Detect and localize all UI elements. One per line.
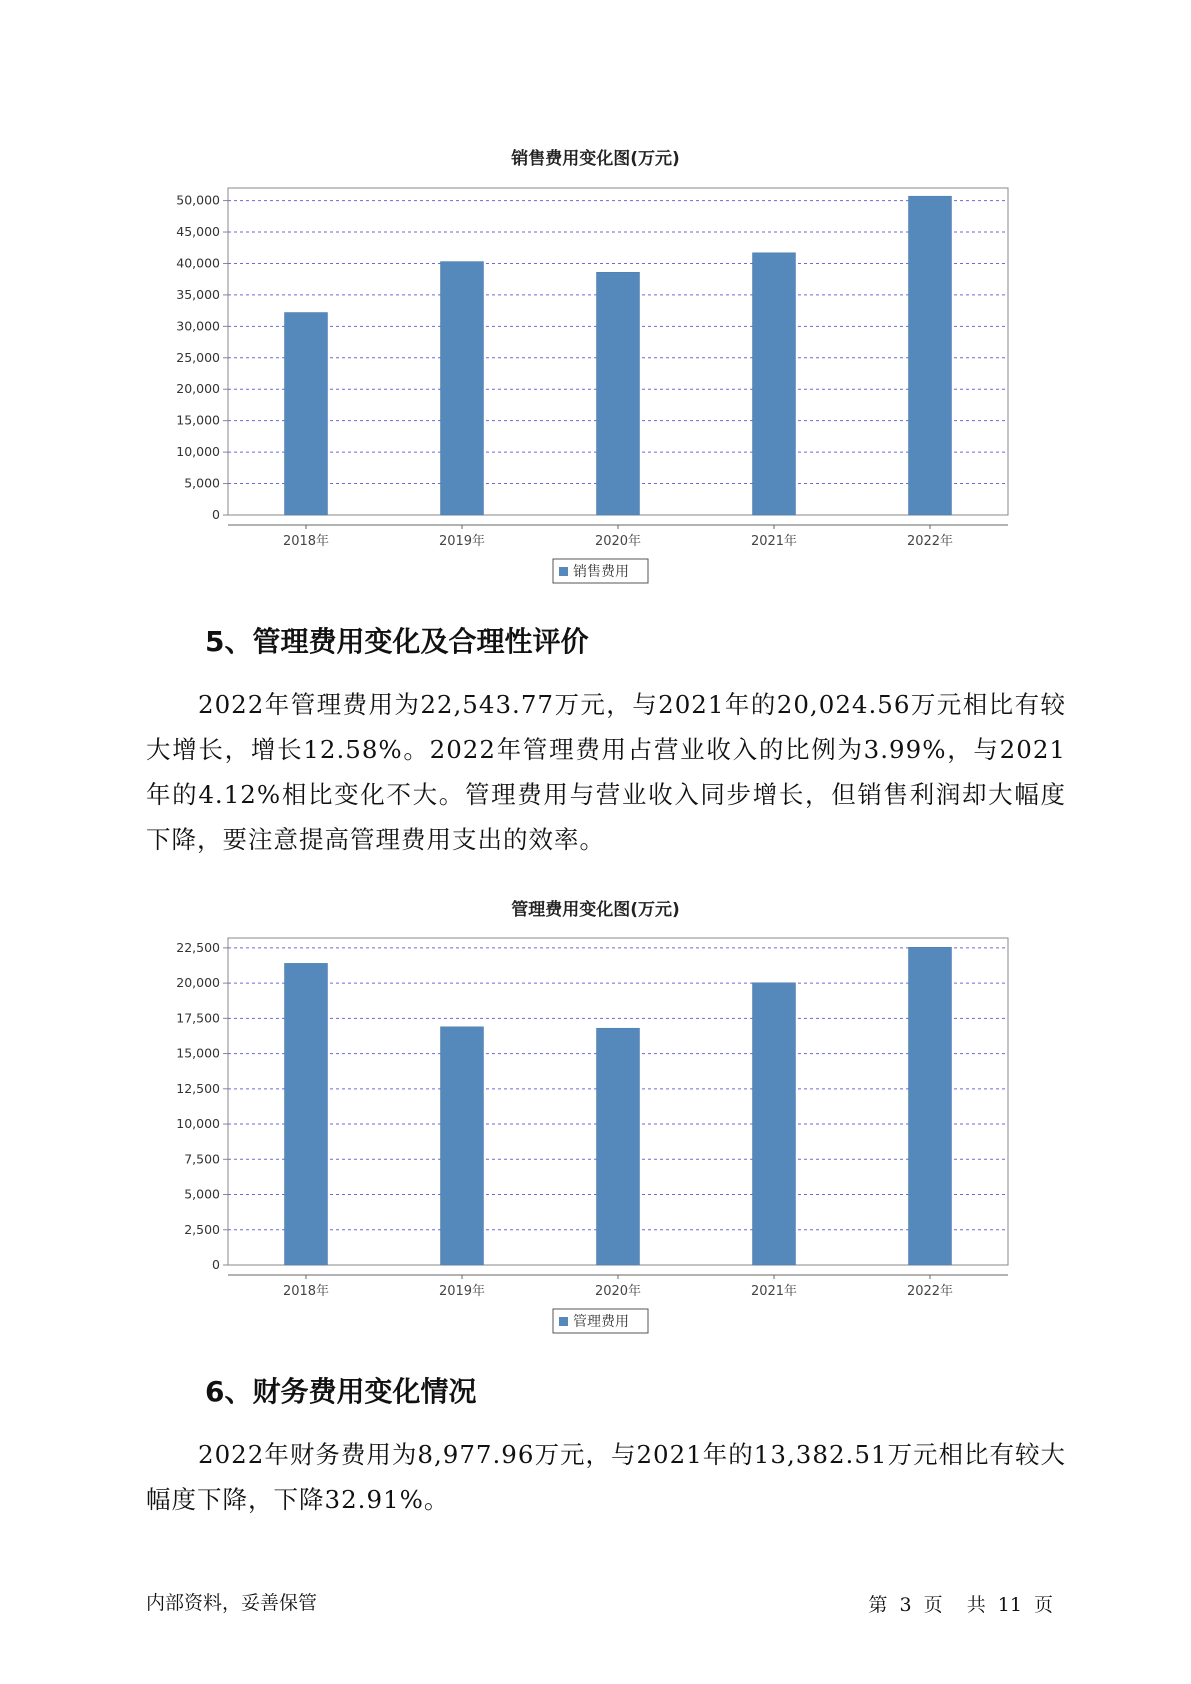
y-tick-label: 22,500 xyxy=(176,939,220,955)
y-tick-label: 50,000 xyxy=(176,192,220,208)
section-heading-finance-expense: 6、财务费用变化情况 xyxy=(205,1375,477,1408)
footer-page-indicator xyxy=(862,1590,1053,1617)
bar xyxy=(441,1027,484,1265)
x-tick-label: 2019年 xyxy=(438,534,486,549)
legend-swatch xyxy=(559,567,568,576)
legend-label: 销售费用 xyxy=(573,564,629,580)
footer-confidential-note: 内部资料，妥善保管 xyxy=(146,1592,318,1614)
sales-expense-bar-chart xyxy=(0,180,1191,600)
paragraph-admin-expense: 2022年管理费用为22,543.77万元，与2021年的20,024.56万元相比有较大增长，增长12.58%。2022年管理费用占营业收入的比例为3.99%，与2021年的4.12%相比变化不大。管理费用与营业收入同步增长，但销售利润却大幅度下降，要注意提高管理费用支出的效率。 xyxy=(146,690,1066,854)
x-tick-label: 2018年 xyxy=(282,1284,330,1299)
y-tick-label: 45,000 xyxy=(176,224,220,240)
paragraph-finance-expense: 2022年财务费用为8,977.96万元，与2021年的13,382.51万元相比有较大幅度下降，下降32.91%。 xyxy=(146,1440,1066,1514)
bar xyxy=(909,947,952,1265)
x-tick-label: 2021年 xyxy=(750,534,798,549)
bar xyxy=(441,262,484,515)
x-tick-label: 2020年 xyxy=(594,534,642,549)
y-tick-label: 0 xyxy=(212,1257,220,1272)
legend-label: 管理费用 xyxy=(573,1314,629,1330)
y-tick-label: 5,000 xyxy=(184,475,220,491)
y-tick-label: 15,000 xyxy=(176,1045,220,1061)
x-tick-label: 2022年 xyxy=(906,1284,954,1299)
bar xyxy=(285,963,328,1265)
y-tick-label: 20,000 xyxy=(176,975,220,991)
section-heading-admin-expense: 5、管理费用变化及合理性评价 xyxy=(205,625,589,658)
bar xyxy=(597,1028,640,1265)
footer-total-pages: 11 xyxy=(997,1594,1022,1616)
y-tick-label: 10,000 xyxy=(176,1116,220,1132)
bar xyxy=(597,272,640,515)
chart-title-sales-expense: 销售费用变化图(万元) xyxy=(511,149,680,169)
x-tick-label: 2019年 xyxy=(438,1284,486,1299)
footer-page-number: 3 xyxy=(899,1594,912,1616)
y-tick-label: 17,500 xyxy=(176,1010,220,1026)
y-tick-label: 0 xyxy=(212,507,220,522)
y-tick-label: 15,000 xyxy=(176,412,220,428)
y-tick-label: 25,000 xyxy=(176,349,220,365)
y-tick-label: 5,000 xyxy=(184,1186,220,1202)
footer-page-prefix: 第 xyxy=(868,1594,888,1616)
y-tick-label: 2,500 xyxy=(184,1221,220,1237)
x-tick-label: 2020年 xyxy=(594,1284,642,1299)
y-tick-label: 20,000 xyxy=(176,381,220,397)
legend-swatch xyxy=(559,1317,568,1326)
chart-title-admin-expense: 管理费用变化图(万元) xyxy=(511,900,680,920)
y-tick-label: 30,000 xyxy=(176,318,220,334)
y-tick-label: 40,000 xyxy=(176,255,220,271)
x-tick-label: 2018年 xyxy=(282,534,330,549)
y-tick-label: 7,500 xyxy=(184,1151,220,1167)
bar xyxy=(909,196,952,515)
x-tick-label: 2022年 xyxy=(906,534,954,549)
x-tick-label: 2021年 xyxy=(750,1284,798,1299)
y-tick-label: 35,000 xyxy=(176,286,220,302)
footer-page-unit: 页 xyxy=(923,1594,943,1616)
footer-total-prefix: 共 xyxy=(966,1594,986,1616)
bar xyxy=(753,253,796,515)
y-tick-label: 10,000 xyxy=(176,444,220,460)
admin-expense-bar-chart xyxy=(0,930,1191,1350)
bar xyxy=(285,313,328,515)
y-tick-label: 12,500 xyxy=(176,1080,220,1096)
footer-total-unit: 页 xyxy=(1033,1594,1053,1616)
bar xyxy=(753,983,796,1265)
